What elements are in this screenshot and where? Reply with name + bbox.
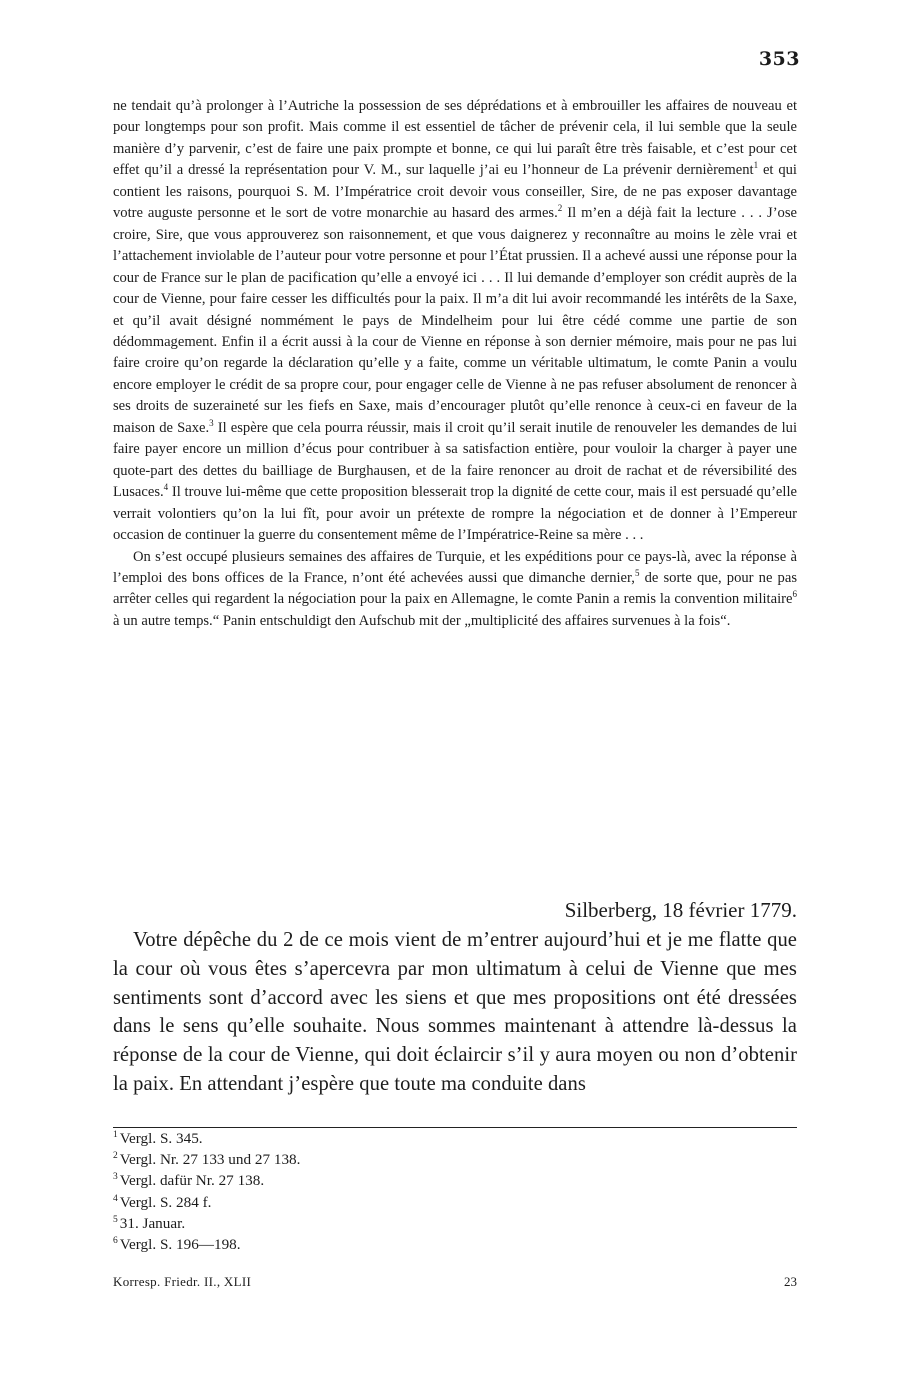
footnote-number: 6 — [113, 1235, 118, 1246]
footnote-item — [113, 1170, 797, 1191]
footnote-text: Vergl. S. 284 f. — [119, 1193, 212, 1211]
footnote-number: 1 — [113, 1129, 118, 1140]
footnote-text: 31. Januar. — [119, 1214, 186, 1232]
footnote-ref-3[interactable]: 3 — [209, 417, 214, 428]
footer-signature-number: 23 — [784, 1274, 797, 1289]
reply-paragraph: Votre dépêche du 2 de ce mois vient de m’entrer aujourd’hui et je me flatte que la cour où vous êtes s’apercevra par mon ultimatum à celui de Vienne que mes sentiments sont d’accord avec les siens et que mes propositions ont été dressées dans le sens qu’elle souhaite. Nous sommes maintenant à attendre là-dessus la réponse de la cour de Vienne, qui doit éclaircir s’il y aura moyen ou non d’obtenir la paix. En attendant j’espère que toute ma conduite dans — [113, 929, 797, 1095]
letter-text-segment: et qui contient les raisons, pourquoi S. M. l’Impératrice croit devoir vous conseiller, Sire, de ne pas exposer davantage votre auguste personne et le sort de votre monarchie au hasard des armes. — [113, 162, 797, 222]
letter-paragraph-2 — [113, 547, 797, 633]
footnotes-list — [113, 1128, 797, 1255]
footer-volume-signature: Korresp. Friedr. II., XLII — [113, 1274, 252, 1289]
letter-text-segment: On s’est occupé plusieurs semaines des affaires de Turquie, et les expéditions pour ce pays-là, avec la réponse à l’emploi des bons offices de la France, n’ont été achevées aussi que dimanche dernier, — [113, 548, 797, 586]
letter-body — [113, 96, 797, 632]
footnote-number: 3 — [113, 1172, 118, 1183]
letter-text-segment: de sorte que, pour ne pas arrêter celles qui regardent la négociation pour la paix en Allemagne, le comte Panin a remis la convention militaire — [113, 569, 797, 608]
reply-dateline: Silberberg, 18 février 1779. — [564, 898, 797, 922]
letter-paragraph-1 — [113, 96, 797, 547]
footnote-text: Vergl. S. 345. — [119, 1130, 203, 1147]
letter-text-segment: Il trouve lui-même que cette proposition blesserait trop la dignité de cette cour, mais il est persuadé qu’elle verrait volontiers qu’on la lui fît, pour avoir un prétexte de rompre la négociation et de donner à l’Empereur occasion de continuer la guerre du consentement même de l’Impératrice-Reine sa mère . . . — [113, 484, 797, 544]
footnote-item — [113, 1149, 797, 1170]
letter-text-segment: Il m’en a déjà fait la lecture . . . J’ose croire, Sire, que vous approuverez son raisonnement, et que vous daignerez y reconnaître au moins le zèle vrai et l’attachement inviolable de l’auteur pour votre personne et pour l’État prussien. Il a achevé aussi une réponse pour la cour de France sur le plan de pacification qu’elle a envoyé ici . . . Il lui demande d’employer son crédit auprès de la cour de Vienne, pour faire cesser les difficultés pour la paix. Il m’a dit lui avoir recommandé les intérêts de la Saxe, et qu’il avait désigné nommément le pays de Mindelheim pour lui être cédé comme une partie de son dédommagement. Enfin il a écrit aussi à la cour de Vienne en réponse à son dernier mémoire, mais pour ne pas lui faire croire qu’on regarde la déclaration qu’elle y a faite, comme un véritable ultimatum, le comte Panin a voulu encore employer le crédit de sa propre cour, pour engager celle de Vienne à ne pas refuser absolument de renoncer à ses droits de suzeraineté sur les fiefs en Saxe, mais d’encourager plutôt qu’elle renonce à ceux-ci en faveur de la maison de Saxe. — [113, 205, 798, 436]
reply-body — [113, 926, 797, 1099]
footnote-ref-2[interactable]: 2 — [557, 203, 563, 214]
footnote-ref-1[interactable]: 1 — [753, 160, 759, 171]
footnote-item — [113, 1192, 797, 1213]
letter-text-segment: Il espère que cela pourra réussir, mais il croit qu’il serait inutile de renouveler les demandes de lui faire payer encore un million d’écus pour contribuer à sa satisfaction entière, pour vouloir la charger à payer une quote-part des dettes du bailliage de Burghausen, et de la faire renoncer au droit de rachat et de réversibilité des Lusaces. — [113, 419, 797, 501]
footnote-number: 5 — [113, 1214, 118, 1225]
letter-text-segment: à un autre temps.“ Panin entschuldigt den Aufschub mit der „multiplicité des affaires survenues à la fois“. — [113, 612, 731, 629]
footnote-number: 2 — [113, 1151, 118, 1162]
footnote-ref-6[interactable]: 6 — [792, 589, 797, 600]
letter-text-segment: ne tendait qu’à prolonger à l’Autriche la possession de ses déprédations et à embrouiller les affaires de nouveau et pour longtemps pour son profit. Mais comme il est essentiel de tâcher de prévenir cela, il lui semble que la seule manière d’y parvenir, c’est de faire une paix prompte et bonne, ce qui lui paraît être très faisable, et c’est pour cet effet qu’il a dressé la représentation pour V. M., sur laquelle j’ai eu l’honneur de La prévenir dernièrement — [113, 98, 797, 179]
footnote-text: Vergl. dafür Nr. 27 138. — [119, 1172, 265, 1190]
footnote-text: Vergl. S. 196—198. — [119, 1236, 241, 1254]
footnote-ref-4[interactable]: 4 — [163, 482, 169, 493]
footnote-text: Vergl. Nr. 27 133 und 27 138. — [119, 1151, 301, 1169]
footnote-item — [113, 1128, 797, 1149]
footnote-item — [113, 1234, 797, 1255]
footnote-ref-5[interactable]: 5 — [634, 568, 640, 579]
footnote-item — [113, 1213, 797, 1234]
page-number: 353 — [758, 48, 800, 70]
footnote-number: 4 — [113, 1193, 118, 1204]
